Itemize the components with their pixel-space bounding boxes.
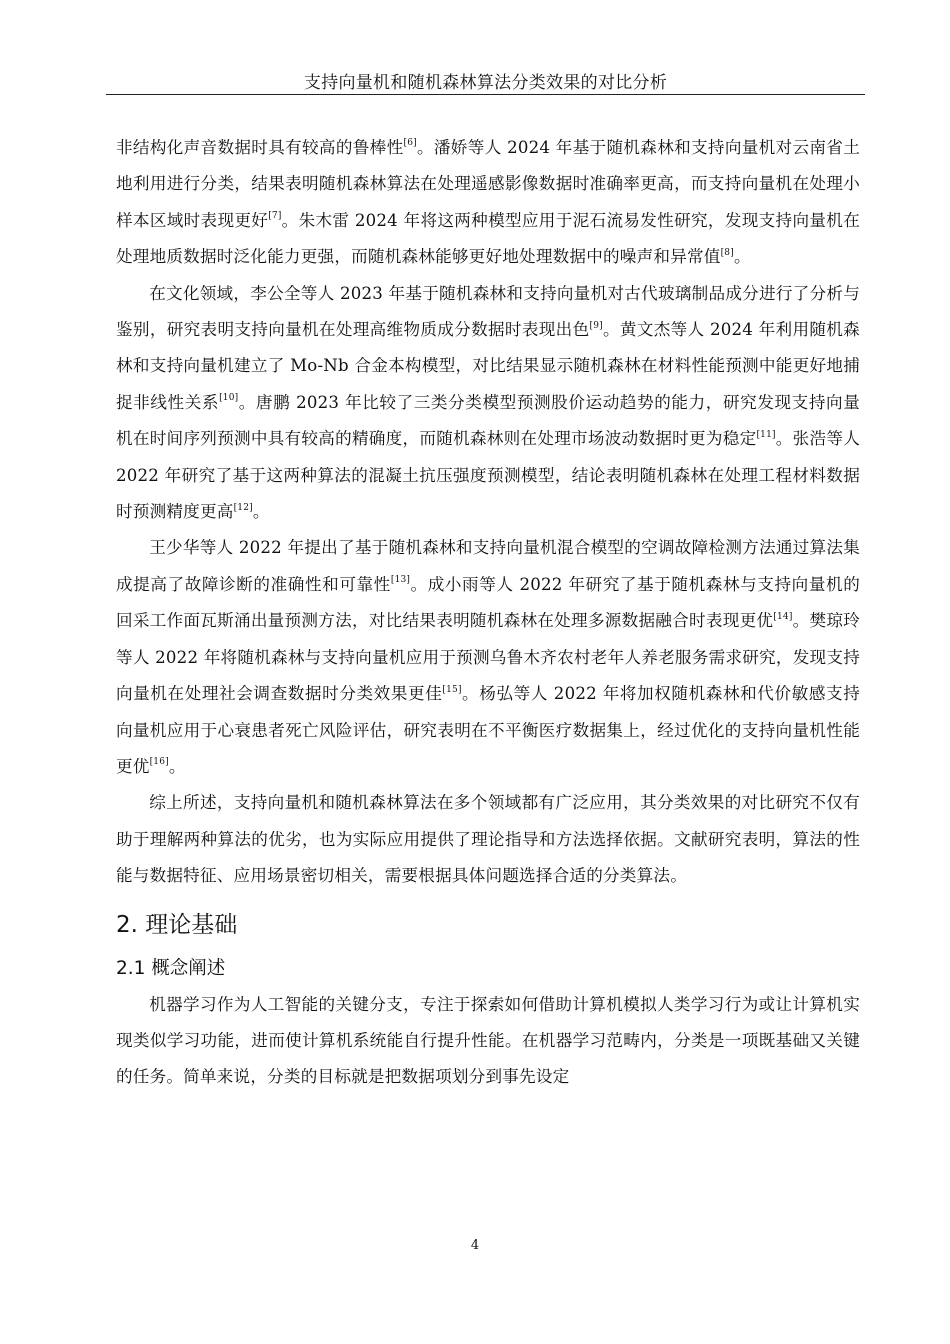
paragraph-text: 。成小雨等人 2022 年研究了基于随机森林与支持向量机的回采工作面瓦斯涌出量预测方法，对比结果表明随机森林在处理多源数据融合时表现更优: [116, 574, 860, 631]
paragraph-text: 。黄文杰等人 2024 年利用随机森林和支持向量机建立了 Mo-Nb 合金本构模型，对比结果显示随机森林在材料性能预测中能更好地捕捉非线性关系: [116, 320, 860, 412]
literature-review-paragraphs: [116, 130, 860, 895]
citation-reference: [9]: [589, 320, 603, 331]
paragraph-text: 。杨弘等人 2022 年将加权随机森林和代价敏感支持向量机应用于心衰患者死亡风险评估，研究表明在不平衡医疗数据集上，经过优化的支持向量机性能更优: [116, 684, 860, 776]
subsection-heading: 2.1 概念阐述: [116, 957, 226, 979]
paragraph-text: 。唐鹏 2023 年比较了三类分类模型预测股价运动趋势的能力，研究发现支持向量机在时间序列预测中具有较高的精确度，而随机森林则在处理市场波动数据时更为稳定: [116, 392, 861, 449]
paragraph-text: 。潘娇等人 2024 年基于随机森林和支持向量机对云南省土地利用进行分类，结果表明随机森林算法在处理遥感影像数据时准确率更高，而支持向量机在处理小样本区域时表现更好: [116, 138, 860, 230]
citation-reference: [13]: [390, 575, 411, 586]
citation-reference: [16]: [149, 757, 169, 768]
body-paragraph: [116, 530, 860, 785]
paragraph-text: 在文化领域，李公全等人 2023 年基于随机森林和支持向量机对古代玻璃制品成分进行了分析与鉴别，研究表明支持向量机在处理高维物质成分数据时表现出色: [116, 283, 860, 340]
running-header: 支持向量机和随机森林算法分类效果的对比分析: [303, 73, 668, 93]
paragraph-text: 。朱木雷 2024 年将这两种模型应用于泥石流易发性研究，发现支持向量机在处理地质数据时泛化能力更强，而随机森林能够更好地处理数据中的噪声和异常值: [116, 210, 860, 267]
paragraph-text: 。: [168, 756, 186, 776]
citation-reference: [6]: [403, 138, 417, 149]
header-rule: [106, 94, 865, 95]
paragraph-text: 。樊琼玲等人 2022 年将随机森林与支持向量机应用于预测乌鲁木齐农村老年人养老服务需求研究，发现支持向量机在处理社会调查数据时分类效果更佳: [116, 611, 860, 704]
paragraph-text: 综上所述，支持向量机和随机森林算法在多个领域都有广泛应用，其分类效果的对比研究不仅有助于理解两种算法的优劣，也为实际应用提供了理论指导和方法选择依据。文献研究表明，算法的性能与数据特征、应用场景密切相关，需要根据具体问题选择合适的分类算法。: [116, 793, 860, 886]
paragraph-text: 。: [733, 247, 751, 267]
citation-reference: [7]: [268, 211, 282, 222]
paragraph-text: 。: [252, 502, 270, 522]
paragraph-text: 非结构化声音数据时具有较高的鲁棒性: [116, 138, 404, 157]
body-paragraph: [116, 785, 860, 894]
body-paragraph: [116, 130, 860, 276]
section-heading: 2. 理论基础: [116, 911, 238, 938]
citation-reference: [8]: [720, 247, 734, 258]
paragraph-text: 。张浩等人 2022 年研究了基于这两种算法的混凝土抗压强度预测模型，结论表明随机森林在处理工程材料数据时预测精度更高: [116, 429, 861, 522]
citation-reference: [15]: [442, 684, 462, 695]
citation-reference: [12]: [233, 502, 253, 513]
citation-reference: [10]: [219, 393, 239, 404]
document-body: [116, 130, 860, 1096]
body-paragraph: [116, 276, 860, 531]
concept-paragraph: 机器学习作为人工智能的关键分支，专注于探索如何借助计算机模拟人类学习行为或让计算机实现类似学习功能，进而使计算机系统能自行提升性能。在机器学习范畴内，分类是一项既基础又关键的任务。简单来说，分类的目标就是把数据项划分到事先设定: [116, 994, 860, 1087]
citation-reference: [14]: [773, 611, 793, 622]
citation-reference: [11]: [756, 429, 776, 440]
page-number: 4: [470, 1238, 480, 1253]
paragraph-text: 王少华等人 2022 年提出了基于随机森林和支持向量机混合模型的空调故障检测方法通过算法集成提高了故障诊断的准确性和可靠性: [116, 538, 860, 594]
